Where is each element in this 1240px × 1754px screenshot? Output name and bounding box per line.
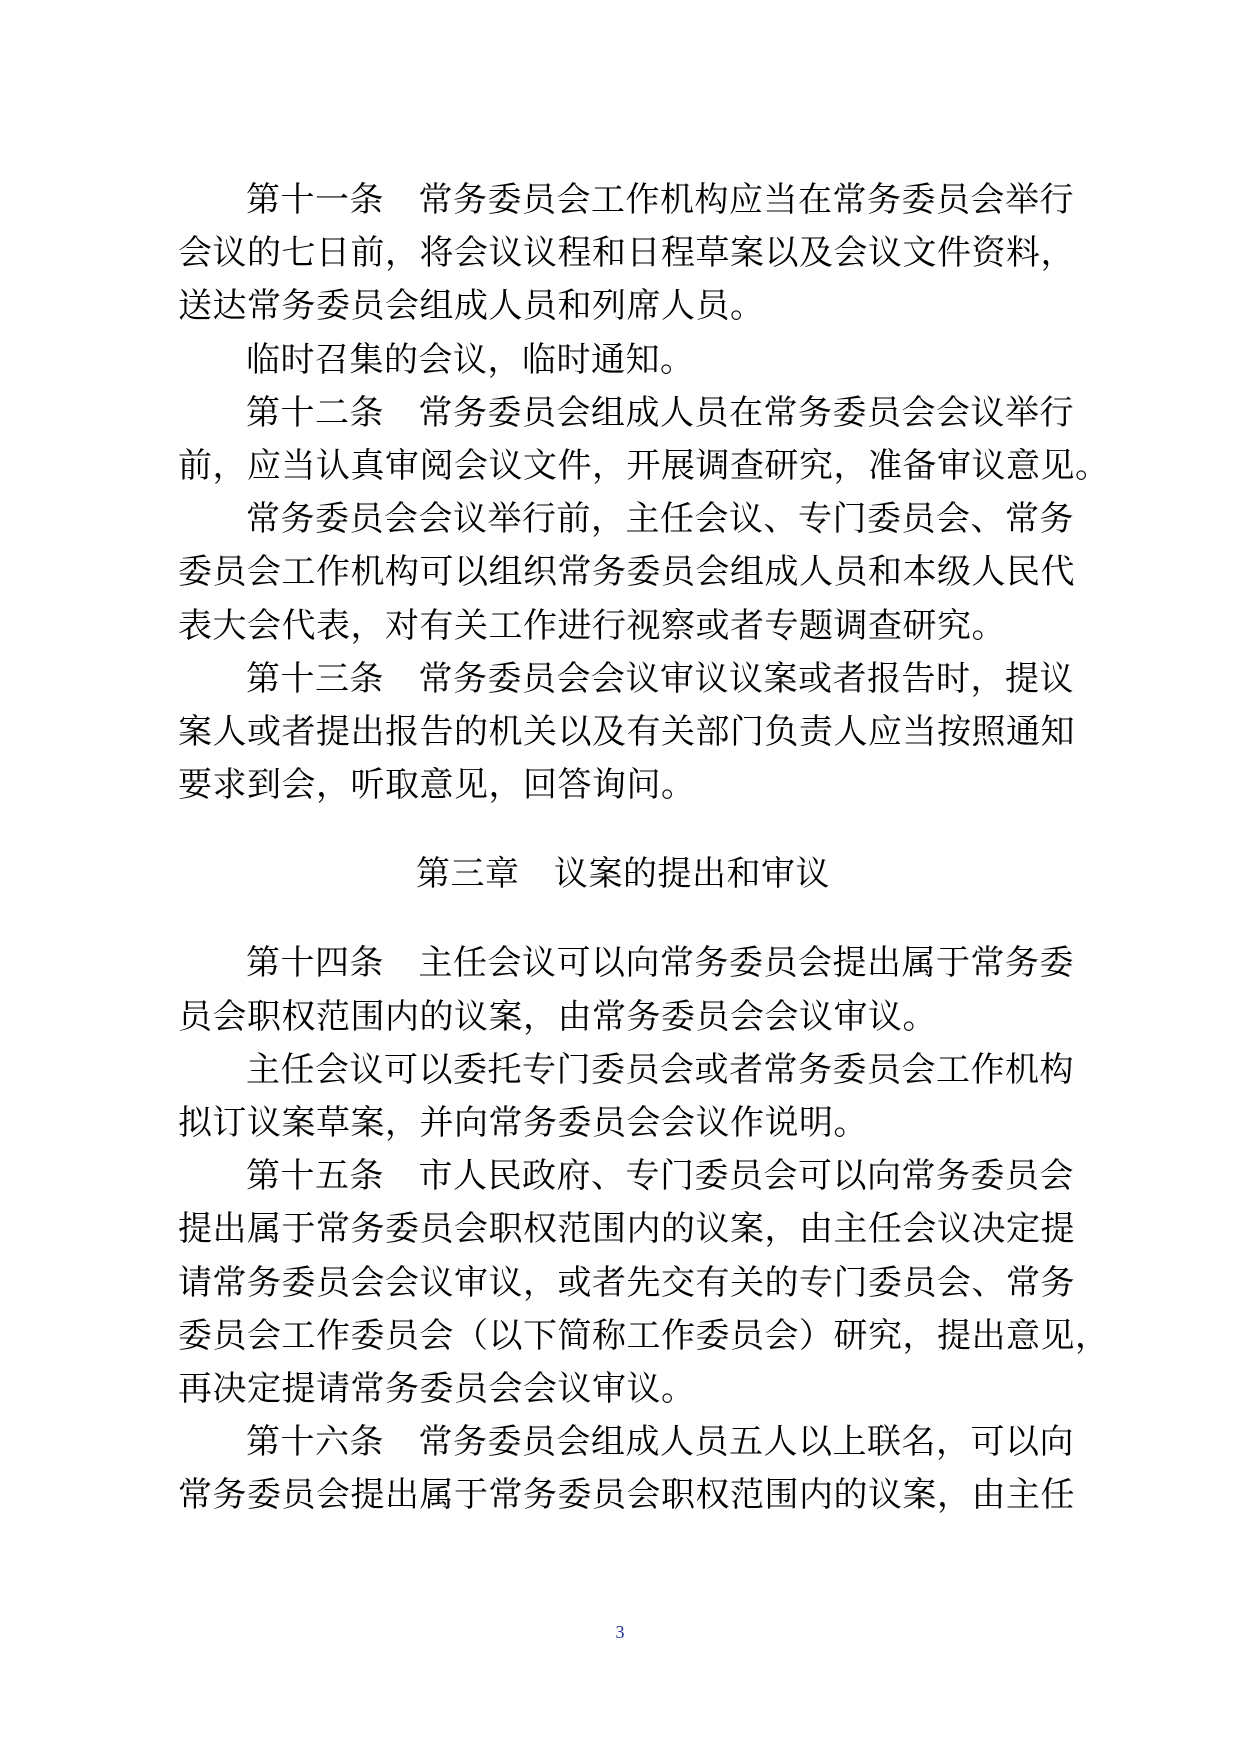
text-line: 委员会工作机构可以组织常务委员会组成人员和本级人民代 [178, 552, 1075, 593]
text-line: 主任会议可以委托专门委员会或者常务委员会工作机构 [246, 1049, 1074, 1090]
text-line: 第十三条 常务委员会会议审议议案或者报告时，提议 [246, 658, 1074, 699]
text-line: 常务委员会会议举行前，主任会议、专门委员会、常务 [246, 499, 1074, 540]
text-line: 会议的七日前，将会议议程和日程草案以及会议文件资料， [178, 233, 1075, 274]
text-line: 常务委员会提出属于常务委员会职权范围内的议案，由主任 [178, 1475, 1075, 1516]
text-line: 请常务委员会会议审议，或者先交有关的专门委员会、常务 [178, 1262, 1075, 1303]
text-line: 第十一条 常务委员会工作机构应当在常务委员会举行 [246, 180, 1074, 220]
text-line: 临时召集的会议，临时通知。 [246, 339, 695, 380]
text-line: 案人或者提出报告的机关以及有关部门负责人应当按照通知 [178, 711, 1075, 752]
text-line: 拟订议案草案，并向常务委员会会议作说明。 [178, 1103, 868, 1143]
text-line: 第十五条 市人民政府、专门委员会可以向常务委员会 [246, 1156, 1074, 1197]
text-line: 第十六条 常务委员会组成人员五人以上联名，可以向 [246, 1422, 1074, 1463]
document-body [178, 174, 1110, 1523]
text-line: 表大会代表，对有关工作进行视察或者专题调查研究。 [178, 605, 1006, 646]
text-line: 再决定提请常务委员会会议审议。 [178, 1368, 696, 1409]
text-line: 提出属于常务委员会职权范围内的议案，由主任会议决定提 [178, 1209, 1075, 1250]
chapter-heading: 第三章 议案的提出和审议 [416, 854, 830, 895]
page-number: 3 [615, 1622, 625, 1642]
text-line: 前，应当认真审阅会议文件，开展调查研究，准备审议意见。 [178, 445, 1110, 486]
body-text-after-chapter [178, 937, 1110, 1522]
body-text-before-chapter [178, 174, 1110, 812]
text-line: 第十二条 常务委员会组成人员在常务委员会会议举行 [246, 392, 1074, 433]
text-line: 要求到会，听取意见，回答询问。 [178, 765, 696, 806]
text-line: 委员会工作委员会（以下简称工作委员会）研究，提出意见， [178, 1315, 1110, 1356]
text-line: 员会职权范围内的议案，由常务委员会会议审议。 [178, 996, 937, 1037]
text-line: 送达常务委员会组成人员和列席人员。 [178, 286, 765, 327]
text-line: 第十四条 主任会议可以向常务委员会提出属于常务委 [246, 943, 1074, 984]
